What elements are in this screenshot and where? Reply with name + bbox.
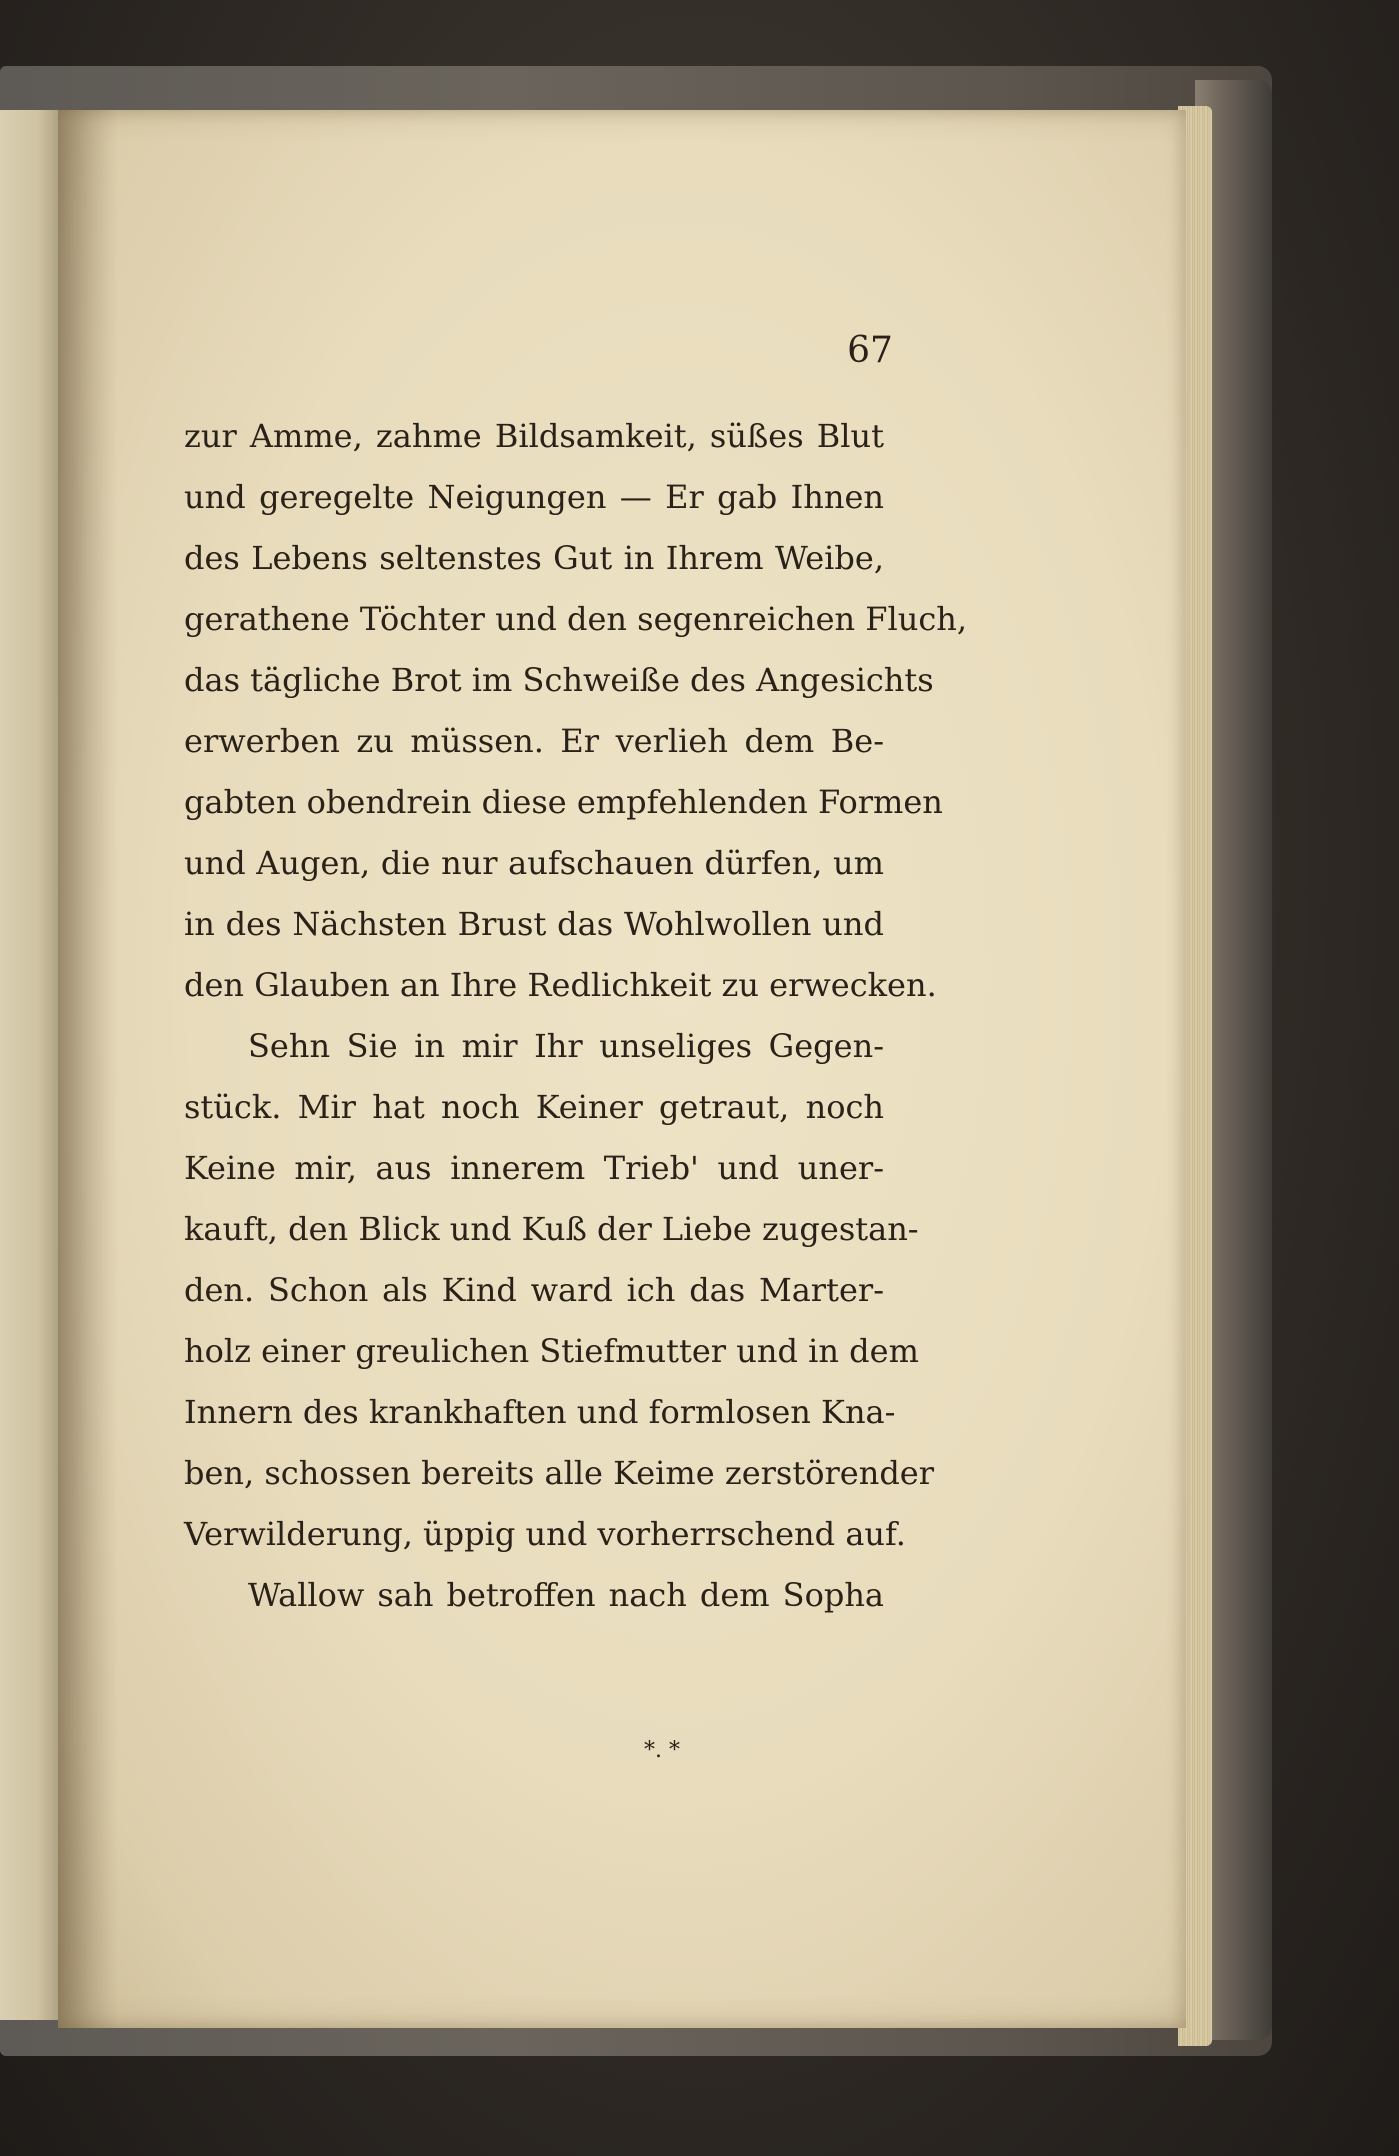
- text-line: des Lebens seltenstes Gut in Ihrem Weibe,: [184, 539, 884, 577]
- spine-shadow: [58, 110, 118, 2028]
- text-line: gabten obendrein diese empfehlenden Formen: [184, 783, 943, 821]
- text-line: den Glauben an Ihre Redlichkeit zu erwecken.: [184, 966, 937, 1004]
- text-line: zur Amme, zahme Bildsamkeit, süßes Blut: [184, 417, 884, 455]
- text-line: Wallow sah betroffen nach dem Sopha: [248, 1576, 884, 1614]
- text-line: kauft, den Blick und Kuß der Liebe zugestan-: [184, 1210, 919, 1248]
- text-line: Innern des krankhaften und formlosen Kna-: [184, 1393, 896, 1431]
- text-line: stück. Mir hat noch Keiner getraut, noch: [184, 1088, 884, 1126]
- text-line: und Augen, die nur aufschauen dürfen, um: [184, 844, 884, 882]
- text-line: Keine mir, aus innerem Trieb' und uner-: [184, 1149, 884, 1187]
- text-line: in des Nächsten Brust das Wohlwollen und: [184, 905, 884, 943]
- text-line: erwerben zu müssen. Er verlieh dem Be-: [184, 722, 884, 760]
- left-page-edge: [0, 110, 62, 2020]
- text-line: gerathene Töchter und den segenreichen Fluch,: [184, 600, 968, 638]
- signature-mark: *. *: [644, 1738, 680, 1763]
- text-line: Sehn Sie in mir Ihr unseliges Gegen-: [248, 1027, 884, 1065]
- text-line: holz einer greulichen Stiefmutter und in dem: [184, 1332, 919, 1370]
- text-line: den. Schon als Kind ward ich das Marter-: [184, 1271, 884, 1309]
- page-number: 67: [847, 330, 893, 371]
- text-line: ben, schossen bereits alle Keime zerstörender: [184, 1454, 935, 1492]
- text-line: Verwilderung, üppig und vorherrschend auf.: [184, 1515, 906, 1553]
- text-line: und geregelte Neigungen — Er gab Ihnen: [184, 478, 884, 516]
- text-line: das tägliche Brot im Schweiße des Angesichts: [184, 661, 934, 699]
